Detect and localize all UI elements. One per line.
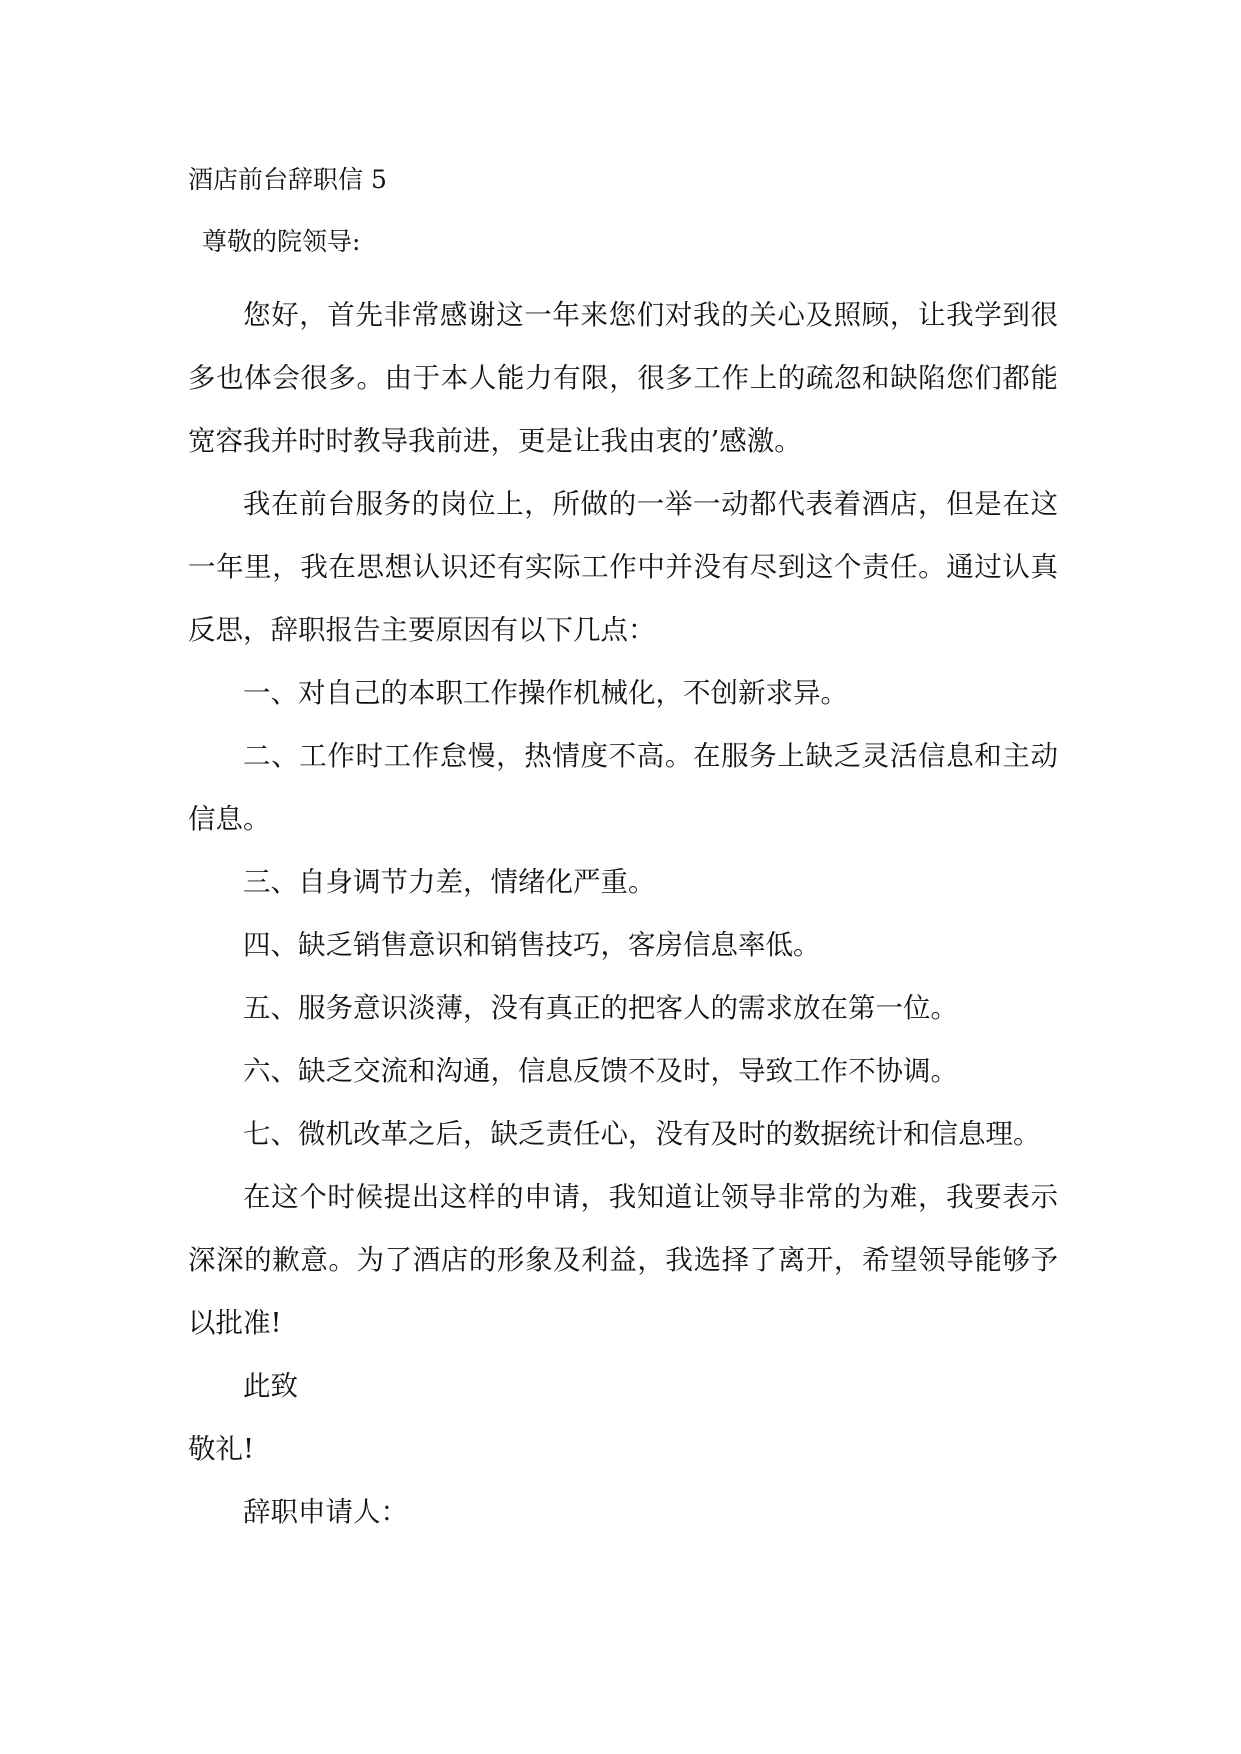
closing: 此致	[243, 1370, 298, 1402]
document-title: 酒店前台辞职信 5	[188, 165, 387, 194]
paragraph-thanks: 您好，首先非常感谢这一年来您们对我的关心及照顾，让我学到很多也体会很多。由于本人能力有限，很多工作上的疏忽和缺陷您们都能宽容我并时时教导我前进，更是让我由衷的’感激。	[188, 299, 1058, 457]
paragraph-request: 在这个时候提出这样的申请，我知道让领导非常的为难，我要表示深深的歉意。为了酒店的形象及利益，我选择了离开，希望领导能够予以批准!	[188, 1181, 1058, 1339]
reason-item-4: 四、缺乏销售意识和销售技巧，客房信息率低。	[243, 929, 821, 961]
reason-item-2: 二、工作时工作怠慢，热情度不高。在服务上缺乏灵活信息和主动信息。	[188, 740, 1058, 835]
document-page	[188, 160, 1058, 1544]
reason-item-1: 一、对自己的本职工作操作机械化，不创新求异。	[243, 677, 848, 709]
reason-item-3: 三、自身调节力差，情绪化严重。	[243, 866, 656, 898]
regards: 敬礼!	[188, 1433, 255, 1465]
reason-item-5: 五、服务意识淡薄，没有真正的把客人的需求放在第一位。	[243, 992, 958, 1024]
reason-item-7: 七、微机改革之后，缺乏责任心，没有及时的数据统计和信息理。	[243, 1118, 1041, 1150]
salutation: 尊敬的院领导:	[202, 227, 361, 256]
paragraph-reasons-intro: 我在前台服务的岗位上，所做的一举一动都代表着酒店，但是在这一年里，我在思想认识还有实际工作中并没有尽到这个责任。通过认真反思，辞职报告主要原因有以下几点：	[188, 488, 1058, 646]
signature-label: 辞职申请人：	[243, 1496, 408, 1528]
reason-item-6: 六、缺乏交流和沟通，信息反馈不及时，导致工作不协调。	[243, 1055, 958, 1087]
